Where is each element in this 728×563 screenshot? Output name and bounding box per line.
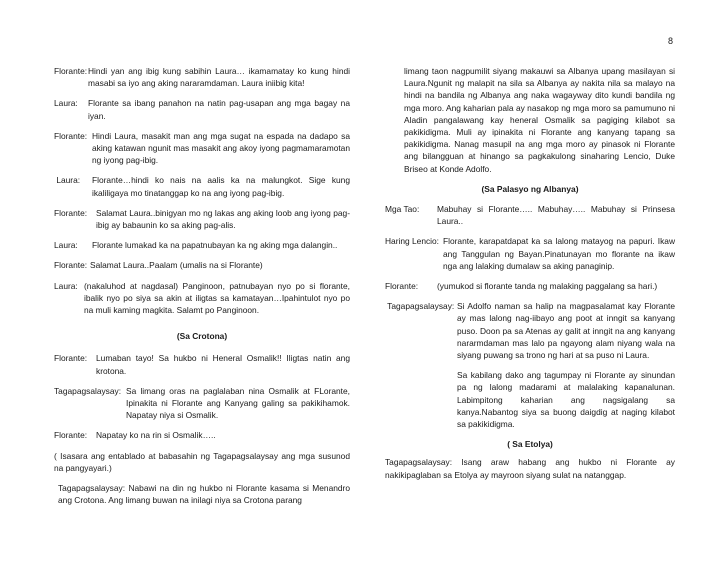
line-text: Hindi yan ang ibig kung sabihin Laura… ikamamatay ko kung hindi masabi sa iyo ang aking nararamdaman. Laura iniibig kita! [88, 66, 350, 89]
dialogue-entry [54, 385, 350, 422]
speaker: Laura: [54, 98, 78, 109]
narration: Tagapagsalaysay: Isang araw habang ang hukbo ni Florante ay nakikipaglaban sa Etolya ay mayroon siyang sulat na natanggap. [385, 457, 675, 480]
dialogue-entry [54, 97, 350, 121]
narration: Sa kabilang dako ang tagumpay ni Florante ay sinundan pa ng lalong madarami at malalaking kapanalunan. Labimpitong kaharian ang nagsigalang sa kanya.Nabantog siya sa buong daigdig at naging kilabot sa pakikidigma. [457, 370, 675, 430]
speaker: Florante: [54, 430, 88, 441]
narration: limang taon nagpumilit siyang makauwi sa Albanya upang masilayan si Laura.Ngunit ng malapit na sila sa Albanya ay nakita nila sa malayo na hindi na bandila ng Albanya ang naka wagayway dito kundi bandila ng mga moro. Ang kaharian pala ay nasakop ng mga moro sa pamumuno ni Aladin pangalawang kay heneral Osmalik sa pagiging kilabot sa pakikidigma. Muli ay ipinakita ni Florante ang kanyang tapang sa pakikidigma. Nanag masupil na ang mga moro ay pinasok ni Florante ang bilangguan at hinango sa pagkakulong sinaharing Lencio, Duke Briseo at Konde Adolfo. [404, 66, 675, 174]
dialogue-entry [385, 280, 675, 292]
line-text: Florante…hindi ko nais na aalis ka na malungkot. Sige kung ikaliligaya mo tinatanggap ko na ang iyong pag-ibig. [92, 175, 350, 198]
left-column [54, 65, 350, 514]
scene-heading: (Sa Crotona) [176, 331, 228, 342]
dialogue-entry [54, 174, 350, 198]
scene-heading: (Sa Palasyo ng Albanya) [481, 183, 579, 194]
dialogue-entry [54, 429, 350, 441]
speaker: Florante: [54, 353, 88, 364]
scene-heading: ( Sa Etolya) [507, 439, 553, 450]
line-text: Hindi Laura, masakit man ang mga sugat na espada na dadapo sa aking katawan ngunit mas masakit ang akoy iyong pagmamaramotan ng iyong pag-ibig. [92, 130, 350, 166]
speaker: Florante: [54, 66, 88, 76]
page-number: 8 [668, 36, 674, 46]
line-text: Salamat Laura..Paalam (umalis na si Florante) [90, 260, 263, 271]
right-column [385, 65, 675, 489]
line-text: Mabuhay si Florante….. Mabuhay….. Mabuhay si Prinsesa Laura.. [437, 204, 675, 227]
dialogue-entry [54, 259, 350, 271]
speaker: Florante: [54, 207, 88, 218]
stage-direction: ( Isasara ang entablado at babasahin ng Tagapagsalaysay ang mga susunod na pangyayari.) [54, 450, 350, 473]
speaker: Tagapagsalaysay: [385, 301, 455, 312]
dialogue-entry [54, 65, 350, 89]
speaker: Laura: [54, 280, 78, 291]
line-text: (nakaluhod at nagdasal) Panginoon, patnubayan nyo po si florante, ibalik nyo po siya sa akin at iligtas sa kamatayan…Ipahintulot nyo po na muli kaming magkita. Salamt po Panginoon. [84, 280, 350, 316]
line-text: Sa limang oras na paglalaban nina Osmalik at FLorante, Ipinakita ni Florante ang Kanyang galing sa pakikihamok. Napatay niya si Osmalik. [126, 385, 350, 421]
dialogue-entry [385, 235, 675, 272]
dialogue-entry [54, 130, 350, 167]
speaker: Haring Lencio: [385, 236, 440, 247]
dialogue-entry [54, 207, 350, 231]
speaker: Florante: [54, 260, 88, 271]
line-text: (yumukod si florante tanda ng malaking paggalang sa hari.) [437, 281, 658, 292]
line-text: Salamat Laura..binigyan mo ng lakas ang aking loob ang iyong pag-ibig ay babaunin ko sa aking pag-alis. [96, 207, 350, 231]
narration: Tagapagsalaysay: Nabawi na din ng hukbo ni Florante kasama si Menandro ang Crotona. Ang limang buwan na inilagi niya sa Crotona parang [58, 483, 350, 506]
speaker: Mga Tao: [385, 204, 420, 215]
line-text: Si Adolfo naman sa halip na magpasalamat kay Florante ay mas lalong nag-iibayo ang poot at inngit sa kanyang puso. Doon pa sa Atenas ay galit at inngit na ang kanyang nararmdaman mas lalo pa ngayong alam niyang wala na siyang puwang sa trono ng hari at sa puso ni Laura. [457, 301, 675, 361]
dialogue-entry [54, 352, 350, 376]
dialogue-entry [385, 300, 675, 361]
line-text: Napatay ko na rin si Osmalik….. [96, 430, 216, 441]
dialogue-entry [385, 203, 675, 227]
speaker: Laura: [54, 240, 78, 251]
dialogue-entry [54, 239, 350, 251]
line-text: Florante lumakad ka na papatnubayan ka ng aking mga dalangin.. [92, 240, 338, 251]
speaker: Tagapagsalaysay: [54, 385, 122, 396]
line-text: Florante, karapatdapat ka sa lalong matayog na papuri. Ikaw ang Tanggulan ng Bayan.Pinatunayan mo florante na ikaw nga ang lalaking dumalaw sa aking panaginip. [443, 236, 675, 271]
speaker: Florante: [54, 130, 88, 141]
dialogue-entry [54, 280, 350, 317]
line-text: Lumaban tayo! Sa hukbo ni Heneral Osmalik!! Iligtas natin ang krotona. [96, 353, 350, 376]
line-text: Florante sa ibang panahon na natin pag-usapan ang mga bagay na iyan. [88, 98, 350, 121]
speaker: Laura: [54, 175, 81, 186]
speaker: Florante: [385, 281, 419, 292]
